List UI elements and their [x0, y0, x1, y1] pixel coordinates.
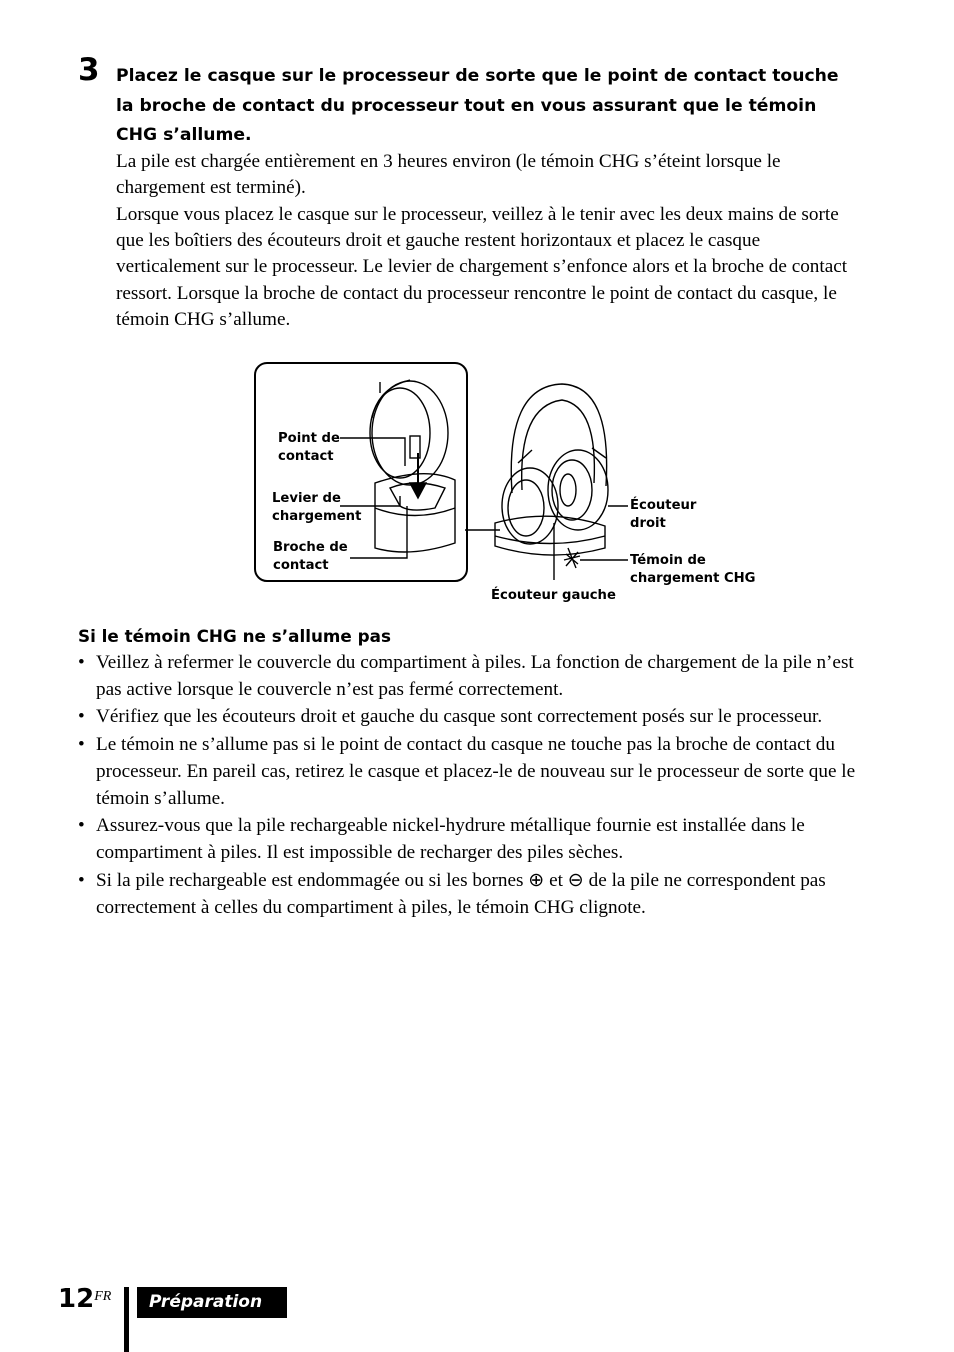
page-language-suffix: FR	[94, 1289, 112, 1304]
bullet: •	[78, 815, 85, 837]
list-item	[78, 812, 868, 866]
list-item-text: Veillez à refermer le couvercle du compartiment à piles. La fonction de chargement de la pile n’est pas active lorsque le couvercle n’est pas fermé correctement.	[96, 652, 854, 701]
bullet: •	[78, 706, 85, 728]
step-heading: Placez le casque sur le processeur de sorte que le point de contact touche la broche de contact du processeur tout en vous assurant que le témoin CHG s’allume.	[116, 66, 839, 145]
label-levier: Levier de chargement	[272, 491, 362, 524]
list-item-text: Vérifiez que les écouteurs droit et gauche du casque sont correctement posés sur le processeur.	[96, 706, 823, 728]
list-item	[78, 731, 868, 813]
list-item	[78, 649, 868, 703]
troubleshoot-heading: Si le témoin CHG ne s’allume pas	[78, 626, 391, 646]
bullet: •	[78, 652, 85, 673]
troubleshoot-list	[78, 649, 868, 921]
list-item-text: Assurez-vous que la pile rechargeable nickel-hydrure métallique fournie est installée dans le compartiment à piles. Il est impossible de recharger des piles sèches.	[96, 815, 805, 864]
step-paragraph-1: La pile est chargée entièrement en 3 heures environ (le témoin CHG s’éteint lorsque le chargement est terminé).	[116, 151, 781, 199]
label-temoin-chg: Témoin de chargement CHG	[630, 553, 756, 586]
headphone-charging-figure	[250, 358, 770, 608]
bullet: •	[78, 869, 85, 891]
list-item-text: Le témoin ne s’allume pas si le point de contact du casque ne touche pas la broche de contact du processeur. En pareil cas, retirez le casque et placez-le de nouveau sur le processeur de sorte que le témoin s’allume.	[96, 733, 856, 810]
page-number	[58, 1282, 111, 1316]
step-number: 3	[78, 52, 100, 88]
bullet: •	[78, 733, 85, 755]
list-item-text: Si la pile rechargeable est endommagée ou si les bornes ⊕ et ⊖ de la pile ne correspondent pas correctement à celles du compartiment à piles, le témoin CHG clignote.	[96, 869, 826, 918]
section-tab: Préparation	[137, 1287, 287, 1318]
page-number-value: 12	[58, 1284, 95, 1314]
list-item	[78, 867, 868, 921]
step-paragraph-2: Lorsque vous placez le casque sur le processeur, veillez à le tenir avec les deux mains de sorte que les boîtiers des écouteurs droit et gauche restent horizontaux et placez le casque verticalement sur le processeur. Le levier de chargement s’enfonce alors et la broche de contact ressort. Lorsque la broche de contact du processeur rencontre le point de contact du casque, le témoin CHG s’allume.	[116, 204, 848, 330]
footer-divider	[124, 1287, 129, 1352]
label-ecouteur-gauche: Écouteur gauche	[491, 588, 616, 603]
label-ecouteur-droit: Écouteur droit	[630, 498, 697, 531]
label-point-contact: Point de contact	[278, 431, 340, 464]
list-item	[78, 703, 868, 730]
label-broche: Broche de contact	[273, 540, 348, 573]
